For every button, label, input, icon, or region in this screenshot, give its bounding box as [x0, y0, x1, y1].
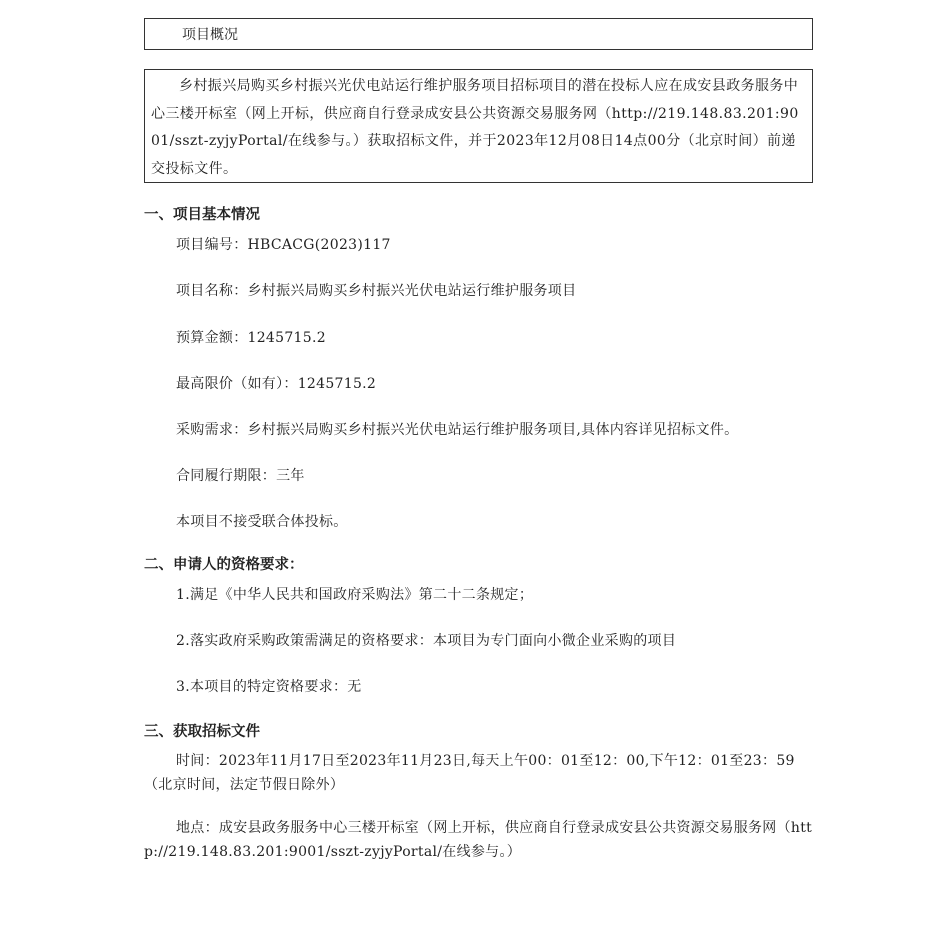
contract-term: 合同履行期限：三年 — [176, 468, 305, 484]
budget-amount: 预算金额：1245715.2 — [176, 330, 326, 346]
section3-heading: 三、获取招标文件 — [144, 724, 260, 740]
section1-heading: 一、项目基本情况 — [144, 207, 260, 223]
overview-label: 项目概况 — [182, 27, 238, 43]
project-number: 项目编号：HBCACG(2023)117 — [176, 237, 391, 253]
overview-summary-text: 乡村振兴局购买乡村振兴光伏电站运行维护服务项目招标项目的潜在投标人应在成安县政务服务中心三楼开标室（网上开标，供应商自行登录成安县公共资源交易服务网（http://219.148.83.201:9001/sszt-zyjyPortal/在线参与。）获取招标文件，并于2023年12月08日14点00分（北京时间）前递交投标文件。 — [151, 78, 799, 177]
qualification-item-2: 2.落实政府采购政策需满足的资格要求：本项目为专门面向小微企业采购的项目 — [176, 633, 677, 649]
acquisition-time-text: 时间：2023年11月17日至2023年11月23日,每天上午00：01至12：00,下午12：01至23：59（北京时间，法定节假日除外） — [144, 753, 795, 793]
project-name: 项目名称：乡村振兴局购买乡村振兴光伏电站运行维护服务项目 — [176, 283, 577, 299]
overview-summary-box — [144, 69, 813, 183]
overview-label-box — [144, 18, 813, 50]
qualification-item-3: 3.本项目的特定资格要求：无 — [176, 679, 362, 695]
consortium-note: 本项目不接受联合体投标。 — [176, 514, 348, 530]
acquisition-location — [144, 816, 814, 864]
section2-heading: 二、申请人的资格要求： — [144, 557, 304, 573]
max-price: 最高限价（如有）：1245715.2 — [176, 376, 377, 392]
procurement-requirement: 采购需求：乡村振兴局购买乡村振兴光伏电站运行维护服务项目,具体内容详见招标文件。 — [176, 422, 739, 438]
qualification-item-1: 1.满足《中华人民共和国政府采购法》第二十二条规定； — [176, 587, 534, 603]
acquisition-location-text: 地点：成安县政务服务中心三楼开标室（网上开标，供应商自行登录成安县公共资源交易服务网（http://219.148.83.201:9001/sszt-zyjyPortal/在线参与。） — [144, 820, 813, 860]
acquisition-time — [144, 749, 814, 797]
